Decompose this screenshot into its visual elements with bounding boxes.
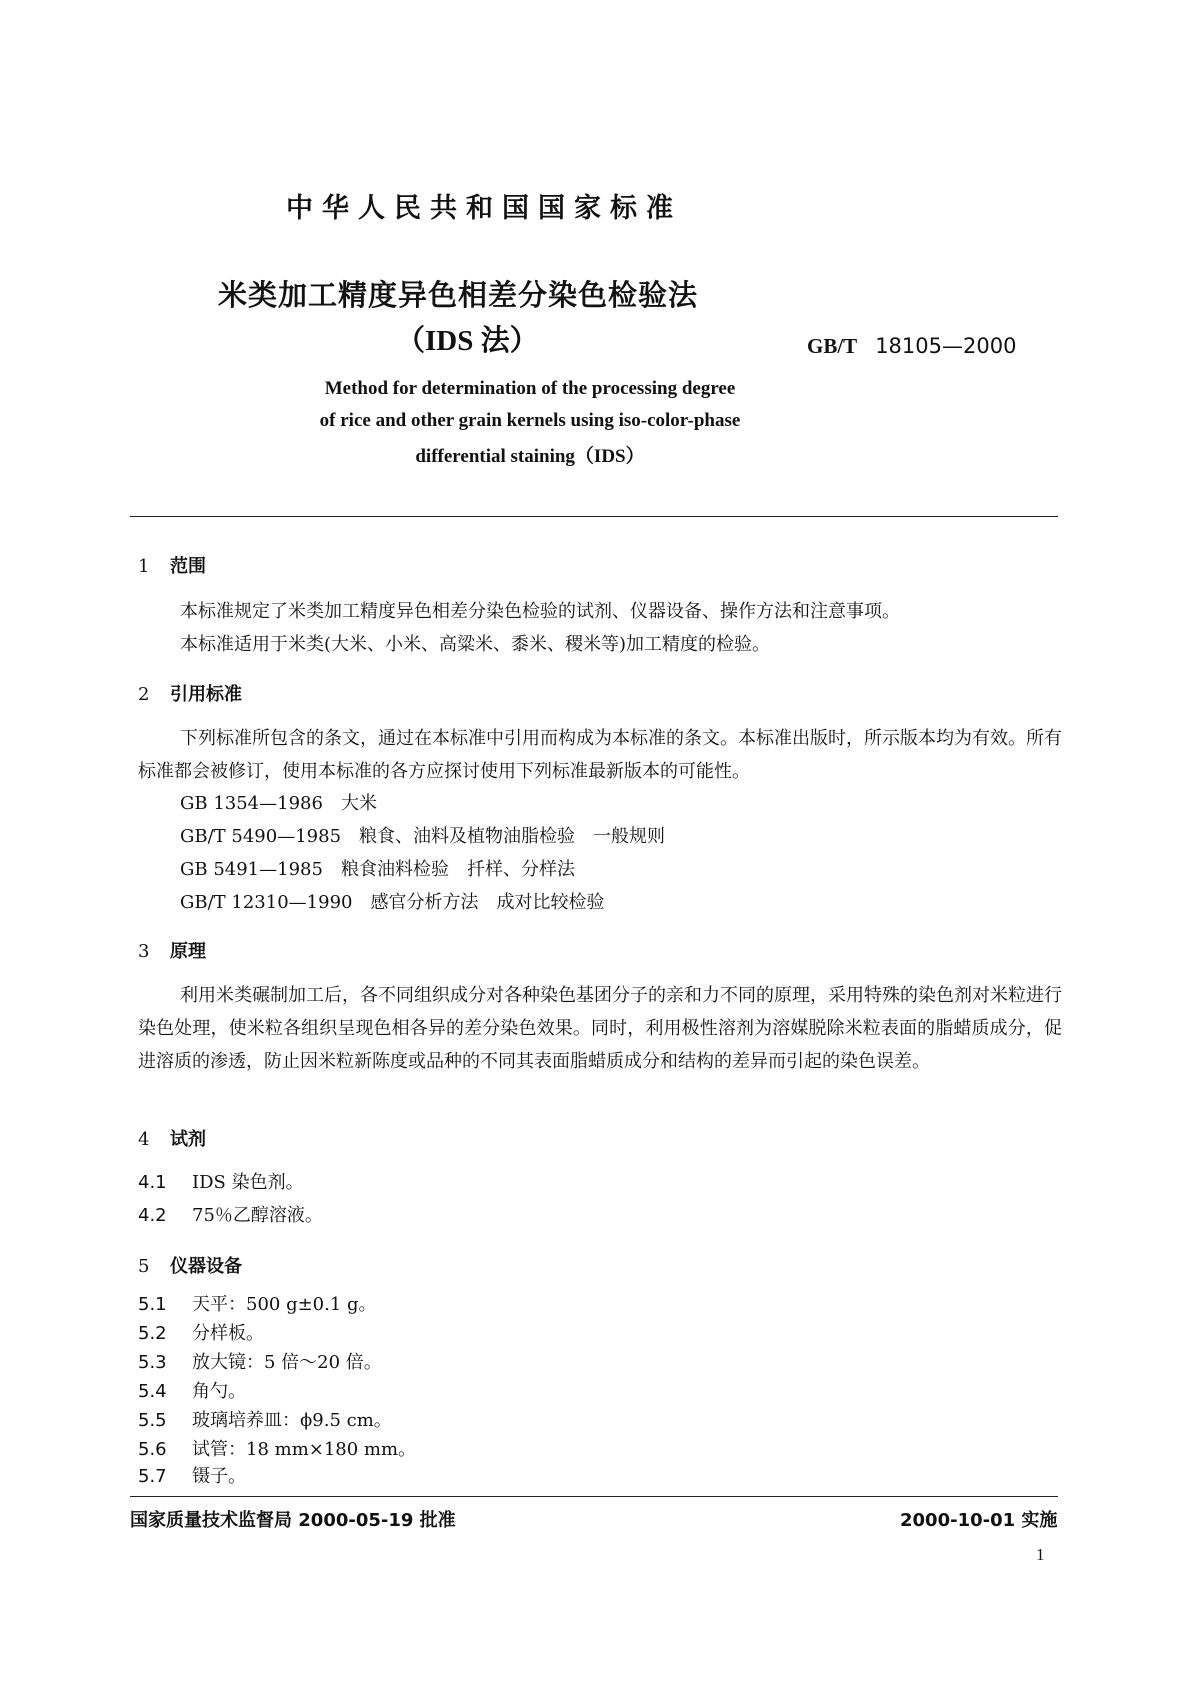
item-text: 角勺。 <box>192 1381 246 1402</box>
section-number: 2 <box>138 684 150 705</box>
document-title-zh: 米类加工精度异色相差分染色检验法 <box>218 278 699 312</box>
references-paragraph: 下列标准所包含的条文，通过在本标准中引用而构成为本标准的条文。本标准出版时，所示版本均为有效。所有标准都会被修订，使用本标准的各方应探讨使用下列标准最新版本的可能性。 <box>138 728 1062 782</box>
english-title-line-3: differential staining（IDS） <box>415 446 645 467</box>
section-5-heading <box>138 1252 242 1278</box>
section-title: 原理 <box>170 941 206 962</box>
scope-line-2: 本标准适用于米类(大米、小米、高粱米、黍米、稷米等)加工精度的检验。 <box>180 634 771 655</box>
item-number: 5.3 <box>138 1352 167 1373</box>
section-title: 试剂 <box>170 1129 206 1150</box>
english-title-line-1: Method for determination of the processing degree <box>324 378 736 399</box>
section-number: 1 <box>138 556 150 577</box>
english-title-line-2: of rice and other grain kernels using iso-color-phase <box>319 410 741 431</box>
item-number: 4.2 <box>138 1205 167 1226</box>
equipment-item <box>138 1406 392 1432</box>
equipment-item <box>138 1462 246 1488</box>
equipment-item <box>138 1290 377 1316</box>
equipment-item <box>138 1319 264 1345</box>
section-1-heading <box>138 552 206 578</box>
item-text: 镊子。 <box>192 1466 246 1487</box>
reference-item: GB 1354—1986 大米 <box>180 793 377 814</box>
document-title-abbr: （IDS 法） <box>396 325 539 357</box>
item-number: 5.2 <box>138 1323 167 1344</box>
item-text: 75％乙醇溶液。 <box>192 1205 323 1226</box>
reagent-item <box>138 1168 304 1194</box>
section-2-heading <box>138 680 242 706</box>
section-number: 4 <box>138 1129 150 1150</box>
standard-prefix: GB/T <box>807 334 858 358</box>
item-text: 分样板。 <box>192 1323 264 1344</box>
item-number: 4.1 <box>138 1172 167 1193</box>
equipment-item <box>138 1348 382 1374</box>
section-number: 3 <box>138 941 150 962</box>
item-number: 5.7 <box>138 1466 167 1487</box>
section-3-heading <box>138 937 206 963</box>
item-text: 试管：18 mm×180 mm。 <box>192 1439 417 1460</box>
effective-date: 2000-10-01 实施 <box>900 1510 1058 1531</box>
reference-item: GB 5491—1985 粮食油料检验 扦样、分样法 <box>180 859 575 880</box>
national-standard-title: 中华人民共和国国家标准 <box>286 193 682 224</box>
page-number: 1 <box>1036 1545 1045 1564</box>
equipment-item <box>138 1377 246 1403</box>
item-number: 5.1 <box>138 1294 167 1315</box>
section-title: 范围 <box>170 556 206 577</box>
item-text: 天平：500 g±0.1 g。 <box>192 1294 377 1315</box>
item-text: 放大镜：5 倍～20 倍。 <box>192 1352 382 1373</box>
standard-number <box>807 334 1016 359</box>
item-number: 5.5 <box>138 1410 167 1431</box>
reference-item: GB/T 5490—1985 粮食、油料及植物油脂检验 一般规则 <box>180 826 666 847</box>
header-divider <box>130 516 1058 517</box>
equipment-item <box>138 1435 416 1461</box>
item-text: IDS 染色剂。 <box>192 1172 304 1193</box>
principle-paragraph: 利用米类碾制加工后，各不同组织成分对各种染色基团分子的亲和力不同的原理，采用特殊的染色剂对米粒进行染色处理，使米粒各组织呈现色相各异的差分染色效果。同时，利用极性溶剂为溶媒脱除米粒表面的脂蜡质成分，促进溶质的渗透，防止因米粒新陈度或品种的不同其表面脂蜡质成分和结构的差异而引起的染色误差。 <box>138 985 1062 1072</box>
scope-line-1: 本标准规定了米类加工精度异色相差分染色检验的试剂、仪器设备、操作方法和注意事项。 <box>180 601 900 622</box>
footer-divider <box>130 1496 1058 1497</box>
section-number: 5 <box>138 1256 150 1277</box>
standard-code: 18105—2000 <box>875 334 1017 358</box>
section-title: 引用标准 <box>170 684 242 705</box>
section-4-heading <box>138 1125 206 1151</box>
section-title: 仪器设备 <box>170 1256 242 1277</box>
item-text: 玻璃培养皿：ϕ9.5 cm。 <box>192 1410 392 1431</box>
item-number: 5.6 <box>138 1439 167 1460</box>
approval-statement: 国家质量技术监督局 2000-05-19 批准 <box>130 1510 456 1531</box>
item-number: 5.4 <box>138 1381 167 1402</box>
reagent-item <box>138 1201 323 1227</box>
reference-item: GB/T 12310—1990 感官分析方法 成对比较检验 <box>180 892 605 913</box>
